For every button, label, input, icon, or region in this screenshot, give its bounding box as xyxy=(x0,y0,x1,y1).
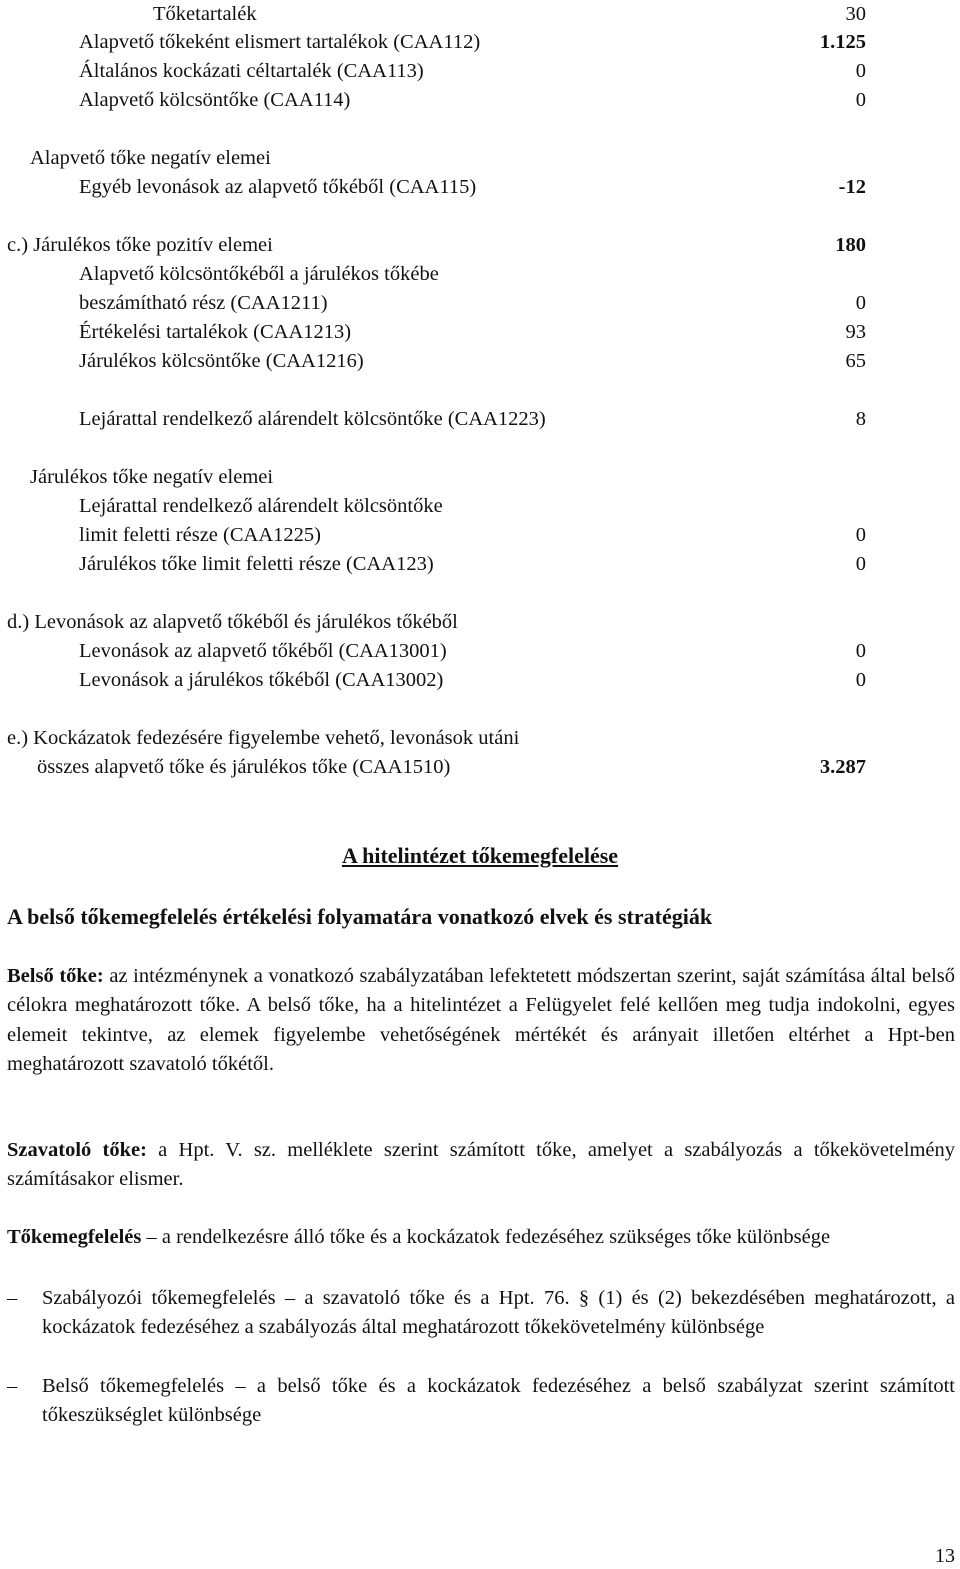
dash-bullet: – xyxy=(7,1287,18,1309)
table-row-value: 1.125 xyxy=(819,31,866,53)
table-row-label: limit feletti része (CAA1225) xyxy=(79,524,321,546)
table-row-value: 0 xyxy=(855,669,866,691)
paragraph-belso-toke xyxy=(7,962,955,1079)
table-row-label: Lejárattal rendelkező alárendelt kölcsöntőke xyxy=(79,495,443,517)
table-section-label: e.) Kockázatok fedezésére figyelembe vehető, levonások utáni xyxy=(7,727,520,749)
term-szavatolo-toke: Szavatoló tőke: xyxy=(7,1139,147,1161)
table-total-value: 3.287 xyxy=(819,756,866,778)
list-item-text: Szabályozói tőkemegfelelés – a szavatoló tőke és a Hpt. 76. § (1) és (2) bekezdésében meghatározott, a kockázatok fedezéséhez a szabályozás által meghatározott tőkekövetelmény különbsége xyxy=(42,1287,955,1339)
table-row-label: Lejárattal rendelkező alárendelt kölcsöntőke (CAA1223) xyxy=(79,408,546,430)
term-tokemegfeleles: Tőkemegfelelés xyxy=(7,1226,142,1248)
table-row-label: beszámítható rész (CAA1211) xyxy=(79,292,328,314)
table-section-label: c.) Járulékos tőke pozitív elemei xyxy=(7,234,273,256)
table-row-value: 0 xyxy=(855,524,866,546)
table-row-label: Egyéb levonások az alapvető tőkéből (CAA115) xyxy=(79,176,477,198)
table-row-label: Alapvető kölcsöntőke (CAA114) xyxy=(79,89,351,111)
table-row-label: Járulékos kölcsöntőke (CAA1216) xyxy=(79,350,364,372)
table-row-value: 30 xyxy=(845,3,866,25)
table-row-label: Levonások az alapvető tőkéből (CAA13001) xyxy=(79,640,447,662)
table-row-label: Levonások a járulékos tőkéből (CAA13002) xyxy=(79,669,444,691)
list-item-text: Belső tőkemegfelelés – a belső tőke és a kockázatok fedezéséhez a belső szabályzat szerint számított tőkeszükséglet különbsége xyxy=(42,1375,955,1427)
list-item xyxy=(7,1284,955,1343)
subsection-title: A belső tőkemegfelelés értékelési folyamatára vonatkozó elvek és stratégiák xyxy=(7,904,713,929)
table-row-label: összes alapvető tőke és járulékos tőke (CAA1510) xyxy=(37,756,451,778)
list-item xyxy=(7,1372,955,1431)
table-row-value: -12 xyxy=(838,176,866,198)
dash-bullet: – xyxy=(7,1375,18,1397)
table-row-value: 180 xyxy=(835,234,866,256)
table-row-value: 0 xyxy=(855,60,866,82)
paragraph-text: az intézménynek a vonatkozó szabályzatában lefektetett módszertan szerint, saját számítása által belső célokra meghatározott tőke. A belső tőke, ha a hitelintézet a Felügyelet felé kellően meg tudja indokolni, egyes elemeit tekintve, az elemek figyelembe vehetőségének mértékét és arányait illetően eltérhet a Hpt-ben meghatározott szavatoló tőkétől. xyxy=(7,965,955,1075)
table-row-value: 8 xyxy=(855,408,866,430)
table-row-label: Tőketartalék xyxy=(153,3,257,25)
table-row-value: 0 xyxy=(855,640,866,662)
table-row-value: 0 xyxy=(855,292,866,314)
table-row-label: Értékelési tartalékok (CAA1213) xyxy=(79,321,352,343)
table-row-label: Alapvető kölcsöntőkéből a járulékos tőkébe xyxy=(79,263,439,285)
table-row-value: 0 xyxy=(855,553,866,575)
paragraph-szavatolo-toke xyxy=(7,1136,955,1195)
paragraph-text: a Hpt. V. sz. melléklete szerint számított tőke, amelyet a szabályozás a tőkekövetelmény számításakor elismer. xyxy=(7,1139,955,1191)
table-row-value: 65 xyxy=(845,350,866,372)
table-row-value: 0 xyxy=(855,89,866,111)
table-row-value: 93 xyxy=(845,321,866,343)
table-section-label: d.) Levonások az alapvető tőkéből és járulékos tőkéből xyxy=(7,611,458,633)
paragraph-text: – a rendelkezésre álló tőke és a kockázatok fedezéséhez szükséges tőke különbsége xyxy=(141,1226,831,1248)
page-number: 13 xyxy=(935,1545,955,1567)
term-belso-toke: Belső tőke: xyxy=(7,965,104,987)
section-title: A hitelintézet tőkemegfelelése xyxy=(341,843,619,868)
table-section-label: Alapvető tőke negatív elemei xyxy=(30,147,271,169)
paragraph-tokemegfeleles xyxy=(7,1223,955,1252)
table-row-label: Járulékos tőke limit feletti része (CAA123) xyxy=(79,553,434,575)
table-row-label: Általános kockázati céltartalék (CAA113) xyxy=(79,60,424,82)
table-section-label: Járulékos tőke negatív elemei xyxy=(30,466,274,488)
table-row-label: Alapvető tőkeként elismert tartalékok (CAA112) xyxy=(79,31,481,53)
